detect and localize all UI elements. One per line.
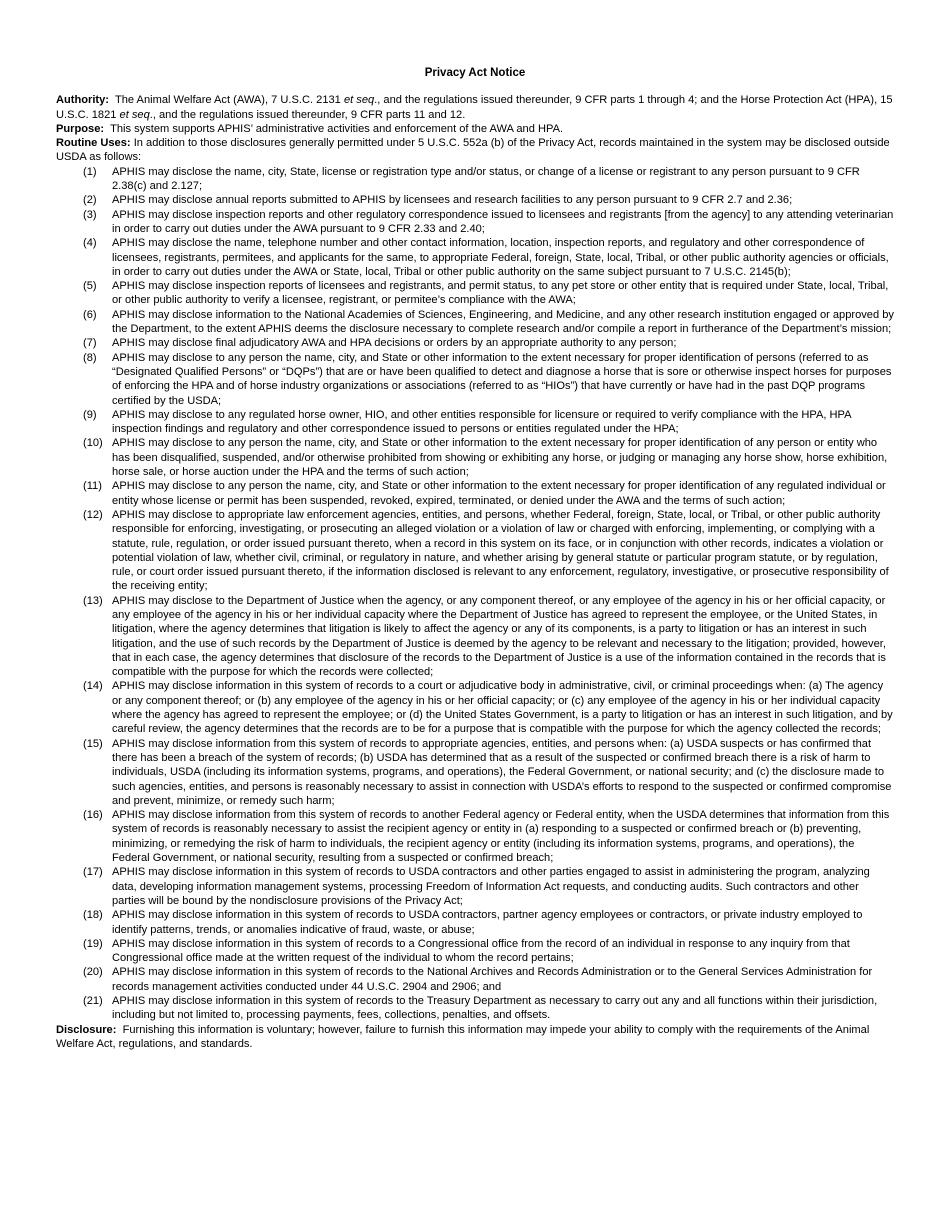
authority-label: Authority: <box>56 94 109 107</box>
list-item-number: (14) <box>83 680 103 693</box>
list-item-number: (13) <box>83 594 103 607</box>
list-item <box>56 508 894 594</box>
list-item-text: APHIS may disclose information in this system of records to the National Archives and Records Administration or to the General Services Administration for records management activities conducted under 44 U.S.C. 2904 and 2906; and <box>112 966 873 993</box>
list-item <box>56 679 894 736</box>
list-item-text: APHIS may disclose to any person the name, city, and State or other information to the extent necessary for proper identification of any person or entity who has been disqualified, suspended, and/or otherwise prohibited from showing or exhibiting any horse, or judging or managing any horse show, horse exhibition, horse sale, or horse auction under the HPA and the terms of such action; <box>112 437 888 479</box>
routine-uses-label: Routine Uses: <box>56 137 131 150</box>
routine-uses-text: In addition to those disclosures generally permitted under 5 U.S.C. 552a (b) of the Privacy Act, records maintained in the system may be disclosed outside USDA as follows: <box>56 137 890 164</box>
disclosure-paragraph <box>56 1023 894 1052</box>
list-item-number: (9) <box>83 408 97 421</box>
list-item-text: APHIS may disclose to any person the name, city, and State or other information to the extent necessary for proper identification of persons (referred to as “Designated Qualified Persons” or “DQPs”) that are or have been qualified to detect and diagnose a horse that is sore or otherwise inspect horses for purposes of enforcing the HPA and of horse industry organizations or associations (referred to as “HIOs”) that have currently or have had in the past DQP programs certified by the USDA; <box>112 351 892 407</box>
list-item <box>56 308 894 337</box>
list-item <box>56 479 894 508</box>
list-item-number: (4) <box>83 237 97 250</box>
list-item-text: APHIS may disclose the name, telephone number and other contact information, location, inspection reports, and regulatory and other correspondence of licensees, registrants, permitees, and applicants for the same, to appropriate Federal, foreign, State, local, Tribal, or other public authority agencies or officials, in order to carry out duties under the AWA or State, local, Tribal or other public authority on the same subject pursuant to 7 U.S.C. 2145(b); <box>112 237 889 278</box>
page-title: Privacy Act Notice <box>424 67 526 79</box>
list-item-text: APHIS may disclose to appropriate law enforcement agencies, entities, and persons, whether Federal, foreign, State, local, or Tribal, or other public authority responsible for enforcing, investigating, or prosecuting an alleged violation or a violation of law or charged with enforcing, implementing, or complying with a statute, rule, regulation, or order issued pursuant thereto, when a record in this system on its face, or in conjunction with other records, indicates a violation or potential violation of law, whether civil, criminal, or regulatory in nature, and whether arising by general statute or particular program statute, or by regulation, rule, or court order issued pursuant thereto, if the information disclosed is relevant to any enforcement, regulatory, investigative, or prosecutive responsibility of the receiving entity; <box>112 508 889 593</box>
list-item <box>56 351 894 408</box>
list-item <box>56 336 894 350</box>
list-item-text: APHIS may disclose to the Department of Justice when the agency, or any component thereof, or any employee of the agency in his or her official capacity, or any employee of the agency in his or her individual capacity where the Department of Justice has agreed to represent the employee, or the United States, in litigation, where the agency determines that litigation is likely to affect the agency or any of its components, is a party to litigation or has an interest in such litigation, and the use of such records by the Department of Justice is deemed by the agency to be relevant and necessary to the litigation; provided, however, that in each case, the agency determines that disclosure of the records to the Department of Justice is a use of the information contained in the records that is compatible with the purpose for which the records were collected; <box>112 594 886 679</box>
list-item <box>56 436 894 479</box>
list-item-text: APHIS may disclose information in this system of records to USDA contractors and other parties engaged to assist in administering the program, analyzing data, developing information management systems, processing Freedom of Information Act requests, and conducting audits. Such contractors and other parties will be bound by the nondisclosure provisions of the Privacy Act; <box>112 866 870 907</box>
list-item-text: APHIS may disclose inspection reports of licensees and registrants, and permit status, to any pet store or other entity that is required under State, local, Tribal, or other public authority to verify a licensee, registrant, or permitee’s compliance with the AWA; <box>112 280 889 307</box>
list-item <box>56 808 894 865</box>
authority-text-1: The Animal Welfare Act (AWA), 7 U.S.C. 2131 <box>114 94 341 107</box>
list-item-number: (20) <box>83 966 103 979</box>
list-item <box>56 236 894 279</box>
disclosure-text: Furnishing this information is voluntary; however, failure to furnish this information may impede your ability to comply with the requirements of the Animal Welfare Act, regulations, and standards. <box>56 1023 870 1050</box>
list-item-number: (21) <box>83 995 103 1007</box>
list-item-text: APHIS may disclose the name, city, State, license or registration type and/or status, or change of a license or registrant to any person pursuant to 9 CFR 2.38(c) and 2.127; <box>112 165 860 193</box>
list-item <box>56 408 894 437</box>
list-item <box>56 865 894 908</box>
list-item <box>56 193 894 207</box>
list-item-number: (2) <box>83 194 97 207</box>
list-item-text: APHIS may disclose information in this system of records to a Congressional office from the record of an individual in response to any inquiry from that Congressional office made at the written request of the individual to whom the record pertains; <box>112 937 850 965</box>
list-item-number: (15) <box>83 737 103 750</box>
list-item <box>56 279 894 308</box>
authority-text-2: ., and the regulations issued thereunder, 9 CFR parts 1 through 4; and the Horse Protection Act (HPA), 15 U.S.C. 1821 <box>56 94 893 121</box>
list-item-text: APHIS may disclose information in this system of records to the Treasury Department as necessary to carry out any and all functions within their jurisdiction, including but not limited to, processing payments, fees, collections, penalties, and offsets. <box>112 995 878 1022</box>
list-item-number: (12) <box>83 508 103 521</box>
list-item-text: APHIS may disclose information from this system of records to another Federal agency or Federal entity, when the USDA determines that information from this system of records is reasonably necessary to assist the recipient agency or entity in (a) responding to a suspected or confirmed breach or (b) preventing, minimizing, or remedying the risk of harm to individuals, the recipient agency or entity (including its information systems, programs, and operations), the Federal Government, or national security, resulting from a suspected or confirmed breach; <box>112 809 890 865</box>
list-item-text: APHIS may disclose to any person the name, city, and State or other information to the extent necessary for proper identification of any regulated individual or entity whose license or permit has been suspended, revoked, expired, terminated, or denied under the AWA and the terms of such action; <box>112 480 886 507</box>
disclosure-label: Disclosure: <box>56 1023 117 1036</box>
list-item-number: (1) <box>83 165 97 178</box>
authority-text-3: ., and the regulations issued thereunder, 9 CFR parts 11 and 12. <box>149 108 466 121</box>
list-item-number: (8) <box>83 351 97 364</box>
list-item <box>56 937 894 966</box>
list-item <box>56 908 894 937</box>
list-item-number: (19) <box>83 937 103 950</box>
purpose-text: This system supports APHIS’ administrative activities and enforcement of the AWA and HPA. <box>110 122 564 135</box>
list-item-number: (6) <box>83 308 97 321</box>
list-item-text: APHIS may disclose inspection reports and other regulatory correspondence issued to licensees and registrants [from the agency] to any attending veterinarian in order to carry out duties under the AWA pursuant to 9 CFR 2.33 and 2.40; <box>112 208 894 235</box>
authority-paragraph <box>56 93 894 122</box>
list-item <box>56 965 894 994</box>
list-item-number: (16) <box>83 809 103 822</box>
list-item <box>56 737 894 808</box>
list-item-text: APHIS may disclose information in this system of records to a court or adjudicative body in administrative, civil, or criminal proceedings when: (a) The agency or any component thereof; or (b) any employee of the agency in his or her official capacity; or (c) any employee of the agency in his or her individual capacity where the agency has agreed to represent the employee; or (d) the United States Government, is a party to litigation or has an interest in such litigation, and by careful review, the agency determines that the records are to be for a purpose that is compatible with the purpose for which the agency collected the records; <box>112 680 893 736</box>
list-item-number: (17) <box>83 866 103 879</box>
list-item <box>56 165 894 194</box>
list-item-text: APHIS may disclose annual reports submitted to APHIS by licensees and research facilities to any person pursuant to 9 CFR 2.7 and 2.36; <box>112 194 793 207</box>
list-item-text: APHIS may disclose to any regulated horse owner, HIO, and other entities responsible for licensure or required to verify compliance with the HPA, HPA inspection findings and regulatory and other correspondence issued to persons or entities regulated under the HPA; <box>112 408 851 436</box>
list-item <box>56 208 894 237</box>
list-item <box>56 594 894 680</box>
list-item-number: (7) <box>83 337 97 350</box>
list-item-number: (11) <box>83 480 102 493</box>
list-item-number: (3) <box>83 208 97 221</box>
purpose-paragraph <box>56 122 894 136</box>
authority-italic-2: et seq <box>119 108 150 121</box>
list-item-number: (18) <box>83 909 103 922</box>
list-item <box>56 994 894 1023</box>
list-item-number: (10) <box>83 437 103 450</box>
authority-italic-1: et seq <box>343 94 375 107</box>
list-item-number: (5) <box>83 280 97 293</box>
list-item-text: APHIS may disclose information in this system of records to USDA contractors, partner agency employees or contractors, or private industry employed to identify patterns, trends, or anomalies indicative of fraud, waste, or abuse; <box>112 909 863 936</box>
list-item-text: APHIS may disclose information to the National Academies of Sciences, Engineering, and Medicine, and any other research institution engaged or approved by the Department, to the extent APHIS deems the disclosure necessary to complete research and/or compile a report in furtherance of the Department’s mission; <box>112 308 894 336</box>
list-item-text: APHIS may disclose information from this system of records to appropriate agencies, entities, and persons when: (a) USDA suspects or has confirmed that there has been a breach of the system of records; (b) USDA has determined that as a result of the suspected or confirmed breach there is a risk of harm to individuals, USDA (including its information systems, programs, and operations), the Federal Government, or national security; and (c) the disclosure made to such agencies, entities, and persons is reasonably necessary to assist in connection with USDA’s efforts to respond to the suspected or confirmed compromise and prevent, minimize, or remedy such harm; <box>112 737 892 807</box>
list-item-text: APHIS may disclose final adjudicatory AWA and HPA decisions or orders by an appropriate authority to any person; <box>112 337 677 350</box>
routine-uses-paragraph <box>56 136 894 165</box>
purpose-label: Purpose: <box>56 122 105 135</box>
routine-uses-list <box>56 165 894 1023</box>
